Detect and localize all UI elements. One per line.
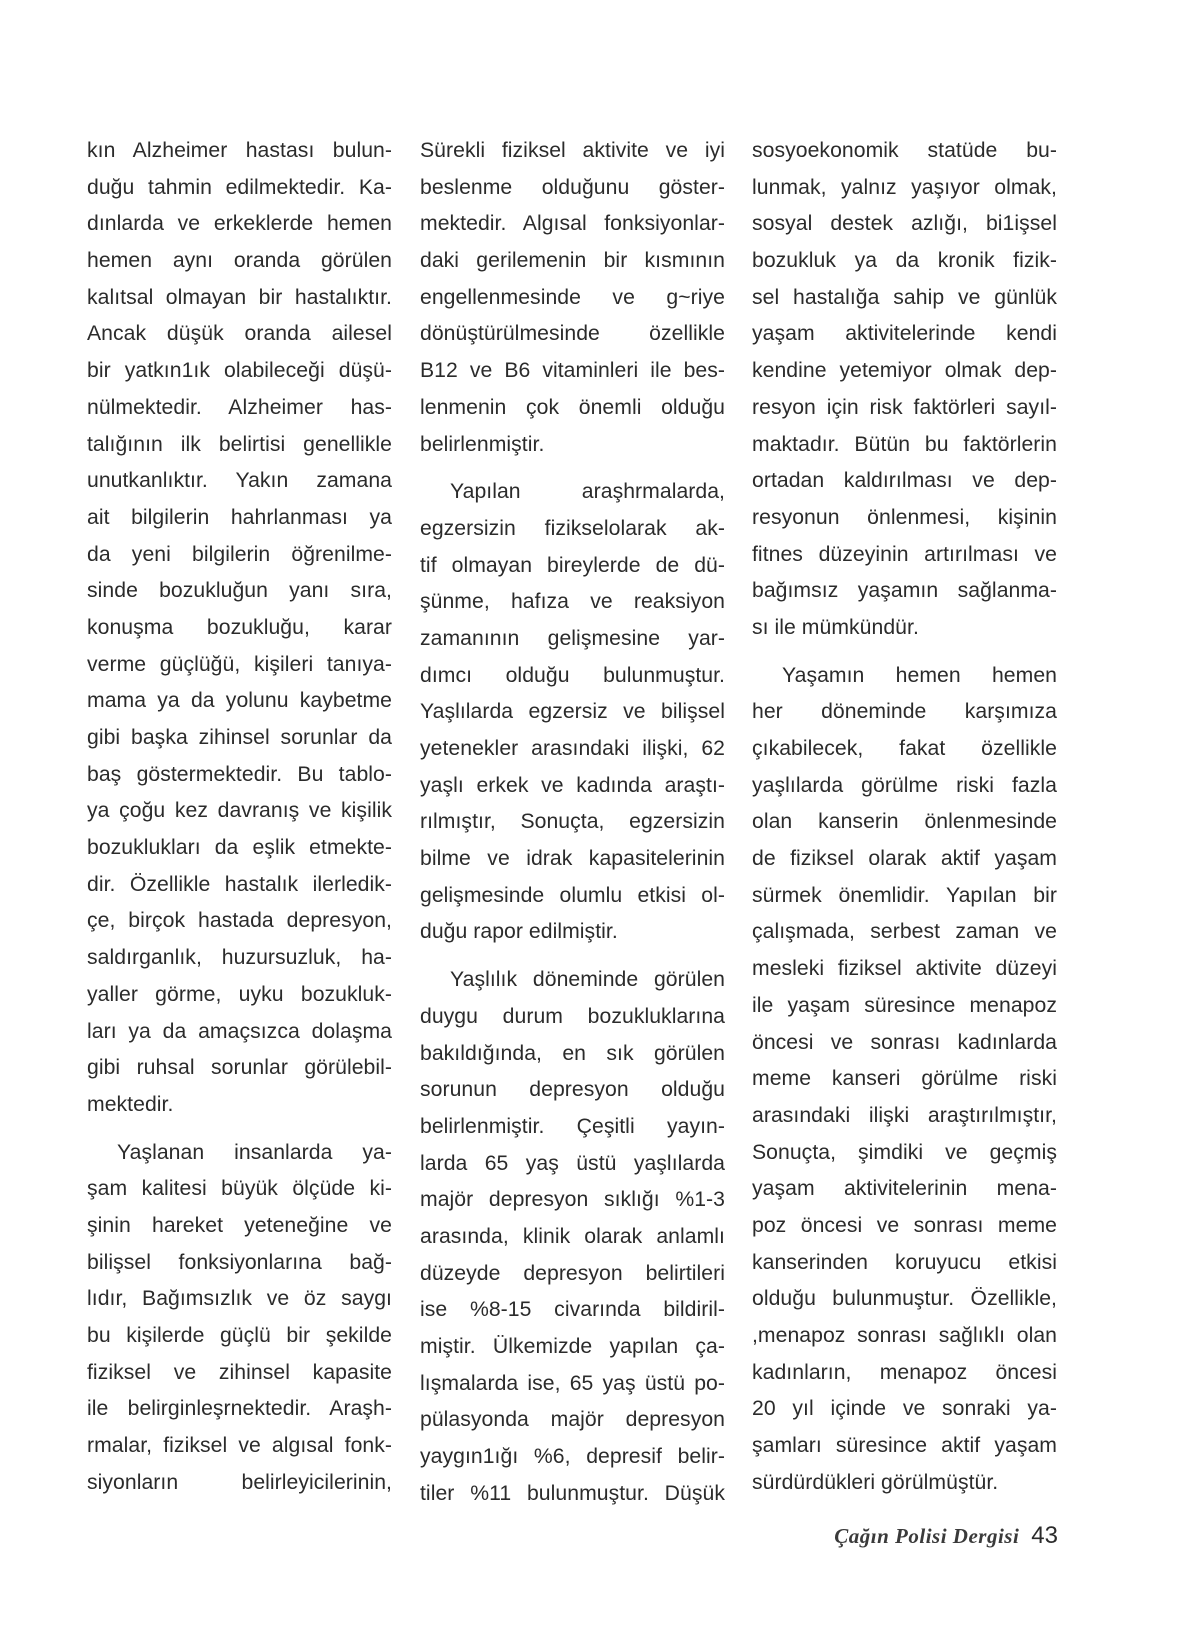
text-line: ya çoğu kez davranış ve kişilik bbox=[87, 799, 392, 823]
text-line: engellenmesinde ve g~riye bbox=[420, 285, 725, 309]
text-line: sosyoekonomik statüde bu- bbox=[752, 139, 1057, 162]
text-line: da yeni bilgilerin öğrenilme- bbox=[87, 542, 392, 566]
text-column-3 bbox=[752, 133, 1057, 1501]
text-line: her döneminde karşımıza bbox=[752, 700, 1057, 724]
text-line: kalıtsal olmayan bir hastalıktır. bbox=[87, 285, 392, 309]
text-column-2 bbox=[420, 133, 725, 1512]
text-line: yetenekler arasındaki ilişki, 62 bbox=[420, 737, 725, 760]
text-line: mektedir. bbox=[87, 1092, 174, 1116]
text-line: rmalar, fiziksel ve algısal fonk- bbox=[87, 1434, 392, 1458]
paragraph bbox=[87, 1135, 392, 1502]
text-line: poz öncesi ve sonrası meme bbox=[752, 1213, 1057, 1237]
text-line: maktadır. Bütün bu faktörlerin bbox=[752, 432, 1057, 456]
text-line: siyonların belirleyicilerinin, bbox=[87, 1470, 392, 1494]
text-line: ise %8-15 civarında bildiril- bbox=[420, 1298, 725, 1322]
text-line: bağımsız yaşamın sağlanma- bbox=[752, 579, 1057, 603]
text-line: resyonun önlenmesi, kişinin bbox=[752, 505, 1057, 529]
text-line: tif olmayan bireylerde de dü- bbox=[420, 553, 725, 577]
paragraph-gap bbox=[420, 463, 725, 474]
text-line: mektedir. Algısal fonksiyonlar- bbox=[420, 212, 725, 236]
text-line: beslenme olduğunu göster- bbox=[420, 175, 725, 199]
text-line: şam kalitesi büyük ölçüde ki- bbox=[87, 1177, 392, 1201]
text-line: yaller görme, uyku bozukluk- bbox=[87, 982, 392, 1006]
text-line: düzeyde depresyon belirtileri bbox=[420, 1261, 725, 1285]
text-line: Yapılan araşhrmalarda, bbox=[450, 480, 725, 504]
text-line: pülasyonda majör depresyon bbox=[420, 1408, 725, 1432]
text-line: talığının ilk belirtisi genellikle bbox=[87, 432, 392, 456]
text-line: gibi başka zihinsel sorunlar da bbox=[87, 726, 392, 749]
text-line: arasındaki ilişki araştırılmıştır, bbox=[752, 1103, 1057, 1127]
text-line: sosyal destek azlığı, bi1işsel bbox=[752, 212, 1057, 236]
text-line: çalışmada, serbest zaman ve bbox=[752, 920, 1057, 944]
text-line: lunmak, yalnız yaşıyor olmak, bbox=[752, 175, 1057, 199]
text-line: daki gerilemenin bir kısmının bbox=[420, 249, 725, 273]
text-line: ortadan kaldırılması ve dep- bbox=[752, 469, 1057, 493]
text-line: sinde bozukluğun yanı sıra, bbox=[87, 579, 392, 603]
text-line: egzersizin fizikselolarak ak- bbox=[420, 516, 725, 540]
text-line: öncesi ve sonrası kadınlarda bbox=[752, 1030, 1057, 1054]
text-line: olduğu bulunmuştur. Özellikle, bbox=[752, 1287, 1057, 1311]
text-line: çıkabilecek, fakat özellikle bbox=[752, 737, 1057, 760]
text-line: ları ya da amaçsızca dolaşma bbox=[87, 1019, 392, 1043]
text-line: hemen aynı oranda görülen bbox=[87, 249, 392, 273]
text-line: şamları süresince aktif yaşam bbox=[752, 1434, 1057, 1458]
text-line: dımcı olduğu bulunmuştur. bbox=[420, 663, 725, 687]
text-line: olan kanserin önlenmesinde bbox=[752, 810, 1057, 834]
paragraph-gap bbox=[752, 647, 1057, 658]
text-line: Yaşamın hemen hemen bbox=[782, 663, 1057, 687]
paragraph bbox=[420, 962, 725, 1512]
text-line: sorunun depresyon olduğu bbox=[420, 1078, 725, 1102]
text-line: verme güçlüğü, kişileri tanıya- bbox=[87, 652, 392, 676]
text-line: sürmek önemlidir. Yapılan bir bbox=[752, 883, 1057, 907]
paragraph bbox=[420, 474, 725, 951]
text-line: bilişsel fonksiyonlarına bağ- bbox=[87, 1250, 392, 1274]
paragraph-gap bbox=[420, 951, 725, 962]
text-line: de fiziksel olarak aktif yaşam bbox=[752, 847, 1057, 871]
text-line: resyon için risk faktörleri sayıl- bbox=[752, 395, 1057, 419]
text-line: bozuklukları da eşlik etmekte- bbox=[87, 836, 392, 860]
text-line: dir. Özellikle hastalık ilerledik- bbox=[87, 872, 392, 896]
text-line: arasında, klinik olarak anlamlı bbox=[420, 1224, 725, 1248]
text-line: ile yaşam süresince menapoz bbox=[752, 993, 1057, 1017]
text-line: zamanının gelişmesine yar- bbox=[420, 626, 725, 650]
page-footer bbox=[834, 1522, 1058, 1550]
text-line: gibi ruhsal sorunlar görülebil- bbox=[87, 1056, 392, 1080]
text-line: tiler %11 bulunmuştur. Düşük bbox=[420, 1481, 725, 1505]
text-line: duğu rapor edilmiştir. bbox=[420, 920, 618, 944]
text-line: nülmektedir. Alzheimer has- bbox=[87, 395, 392, 419]
paragraph-gap bbox=[87, 1124, 392, 1135]
text-line: 20 yıl içinde ve sonraki ya- bbox=[752, 1397, 1057, 1421]
text-line: bu kişilerde güçlü bir şekilde bbox=[87, 1324, 392, 1347]
paragraph bbox=[420, 133, 725, 463]
text-line: konuşma bozukluğu, karar bbox=[87, 615, 392, 639]
text-column-1 bbox=[87, 133, 392, 1501]
text-line: Ancak düşük oranda ailesel bbox=[87, 322, 392, 346]
text-line: fiziksel ve zihinsel kapasite bbox=[87, 1360, 392, 1384]
text-line: majör depresyon sıklığı %1-3 bbox=[420, 1188, 725, 1212]
text-line: baş göstermektedir. Bu tablo- bbox=[87, 762, 392, 786]
text-line: fitnes düzeyinin artırılması ve bbox=[752, 542, 1057, 566]
text-line: belirlenmiştir. bbox=[420, 432, 545, 456]
text-line: mesleki fiziksel aktivite düzeyi bbox=[752, 957, 1057, 981]
text-line: bozukluk ya da kronik fizik- bbox=[752, 249, 1057, 273]
text-line: yaygın1ığı %6, depresif belir- bbox=[420, 1445, 725, 1469]
text-line: Yaşlılarda egzersiz ve bilişsel bbox=[420, 700, 725, 724]
text-line: gelişmesinde olumlu etkisi ol- bbox=[420, 883, 725, 907]
text-line: sürdürdükleri görülmüştür. bbox=[752, 1470, 999, 1494]
text-line: miştir. Ülkemizde yapılan ça- bbox=[420, 1335, 725, 1358]
text-line: duygu durum bozukluklarına bbox=[420, 1004, 725, 1028]
text-line: dönüştürülmesinde özellikle bbox=[420, 322, 725, 346]
text-line: Sonuçta, şimdiki ve geçmiş bbox=[752, 1140, 1057, 1164]
text-line: B12 ve B6 vitaminleri ile bes- bbox=[420, 359, 725, 383]
text-line: saldırganlık, huzursuzluk, ha- bbox=[87, 946, 392, 970]
text-line: mama ya da yolunu kaybetme bbox=[87, 689, 392, 713]
text-line: kadınların, menapoz öncesi bbox=[752, 1360, 1057, 1384]
text-line: dınlarda ve erkeklerde hemen bbox=[87, 212, 392, 236]
paragraph bbox=[752, 133, 1057, 647]
text-line: bilme ve idrak kapasitelerinin bbox=[420, 847, 725, 871]
text-line: larda 65 yaş üstü yaşlılarda bbox=[420, 1151, 725, 1175]
text-line: yaşlı erkek ve kadında araştı- bbox=[420, 773, 725, 797]
text-line: ,menapoz sonrası sağlıklı olan bbox=[752, 1324, 1057, 1347]
text-line: yaşam aktivitelerinin mena- bbox=[752, 1177, 1057, 1201]
text-line: lışmalarda ise, 65 yaş üstü po- bbox=[420, 1371, 725, 1395]
text-line: Sürekli fiziksel aktivite ve iyi bbox=[420, 139, 725, 162]
text-line: unutkanlıktır. Yakın zamana bbox=[87, 469, 392, 493]
paragraph bbox=[752, 658, 1057, 1502]
text-line: çe, birçok hastada depresyon, bbox=[87, 909, 392, 933]
text-line: ile belirginleşrnektedir. Araşh- bbox=[87, 1397, 392, 1421]
text-line: kın Alzheimer hastası bulun- bbox=[87, 139, 392, 162]
text-line: kanserinden koruyucu etkisi bbox=[752, 1250, 1057, 1274]
text-line: belirlenmiştir. Çeşitli yayın- bbox=[420, 1114, 725, 1138]
text-line: yaşlılarda görülme riski fazla bbox=[752, 773, 1057, 797]
text-line: meme kanseri görülme riski bbox=[752, 1067, 1057, 1091]
paragraph bbox=[87, 133, 392, 1124]
text-line: Yaşlanan insanlarda ya- bbox=[117, 1140, 392, 1164]
text-line: yaşam aktivitelerinde kendi bbox=[752, 322, 1057, 346]
text-line: ait bilgilerin hahrlanması ya bbox=[87, 505, 392, 529]
text-line: lıdır, Bağımsızlık ve öz saygı bbox=[87, 1287, 392, 1311]
text-line: duğu tahmin edilmektedir. Ka- bbox=[87, 175, 392, 199]
text-line: kendine yetemiyor olmak dep- bbox=[752, 359, 1057, 383]
page-number: 43 bbox=[1031, 1522, 1058, 1549]
text-line: rılmıştır, Sonuçta, egzersizin bbox=[420, 810, 725, 834]
text-line: lenmenin çok önemli olduğu bbox=[420, 395, 725, 419]
text-line: sel hastalığa sahip ve günlük bbox=[752, 285, 1057, 309]
text-line: Yaşlılık döneminde görülen bbox=[450, 968, 725, 992]
journal-title: Çağın Polisi Dergisi bbox=[834, 1524, 1020, 1548]
text-line: sı ile mümkündür. bbox=[752, 615, 919, 639]
text-line: şünme, hafıza ve reaksiyon bbox=[420, 590, 725, 614]
text-line: bir yatkın1ık olabileceği düşü- bbox=[87, 359, 392, 383]
text-line: şinin hareket yeteneğine ve bbox=[87, 1213, 392, 1237]
text-line: bakıldığında, en sık görülen bbox=[420, 1041, 725, 1065]
